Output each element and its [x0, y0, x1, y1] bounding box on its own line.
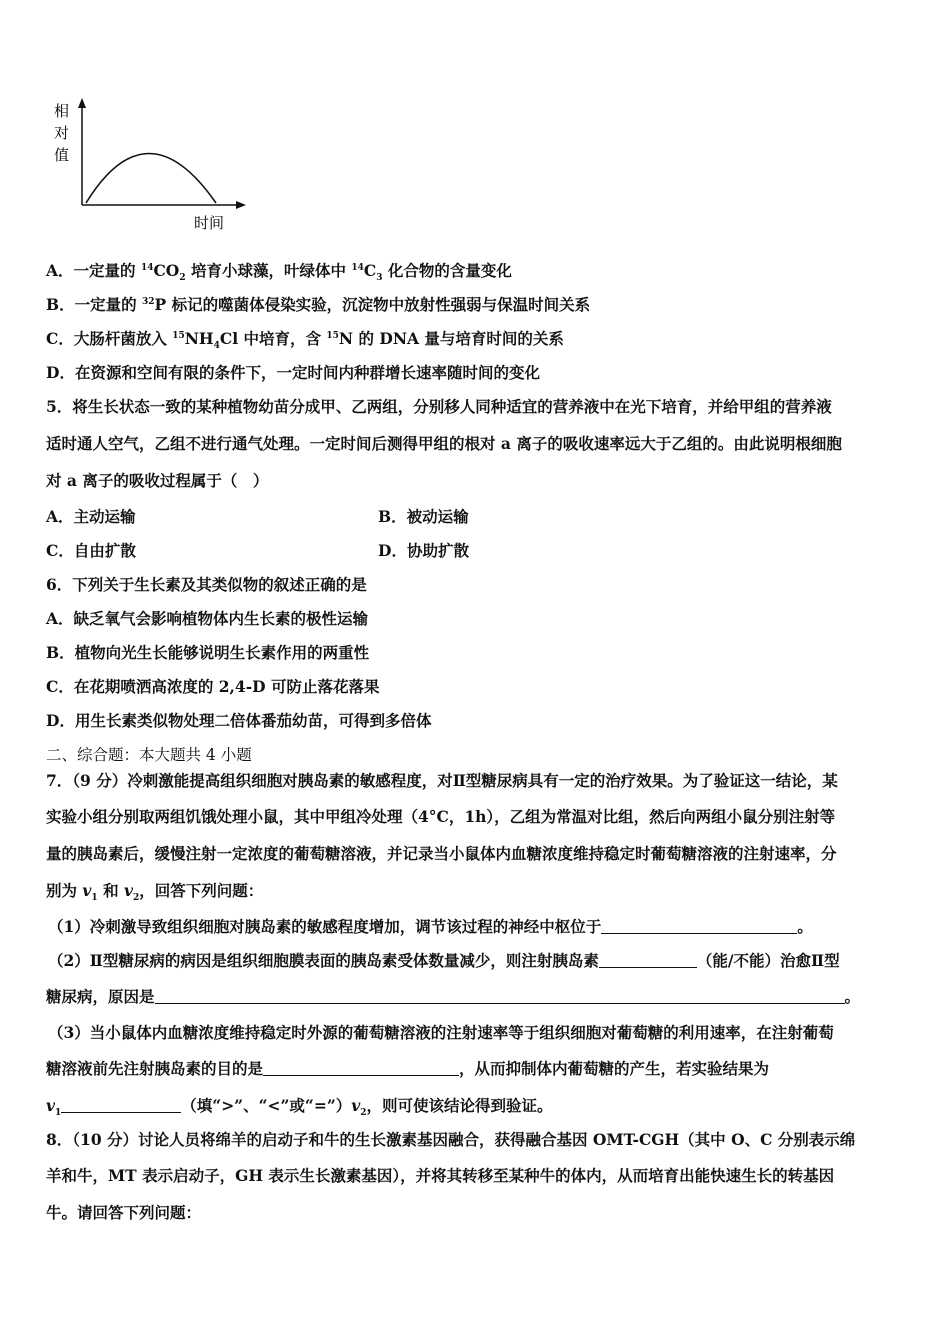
q8-stem-line-3: 牛。请回答下列问题： — [46, 1203, 202, 1222]
q6-option-d[interactable]: D．用生长素类似物处理二倍体番茄幼苗，可得到多倍体 — [46, 711, 432, 730]
x-axis-arrow — [236, 201, 246, 209]
x-label: 时间 — [194, 214, 225, 232]
q6-option-a[interactable]: A．缺乏氧气会影响植物体内生长素的极性运输 — [46, 609, 369, 628]
q5-option-b[interactable]: B．被动运输 — [378, 507, 469, 526]
q7-stem-line-2: 实验小组分别取两组饥饿处理小鼠，其中甲组冷处理（4°C，1h），乙组为常温对比组，然后向两组小鼠分别注射等 — [46, 807, 836, 826]
q7-part-2-line-2: 糖尿病，原因是 。 — [46, 987, 861, 1006]
q5-option-d[interactable]: D．协助扩散 — [378, 541, 469, 560]
q7-stem-line-3: 量的胰岛素后，缓慢注射一定浓度的葡萄糖溶液，并记录当小鼠体内血糖浓度维持稳定时葡萄糖溶液的注射速率，分 — [46, 844, 837, 863]
q5-option-c[interactable]: C．自由扩散 — [46, 541, 136, 560]
q7-part-3-line-2: 糖溶液前先注射胰岛素的目的是 ，从而抑制体内葡萄糖的产生，若实验结果为 — [46, 1059, 770, 1078]
y-axis-arrow — [78, 98, 86, 108]
y-label-3: 值 — [54, 146, 70, 164]
q4-option-d[interactable]: D．在资源和空间有限的条件下，一定时间内种群增长速率随时间的变化 — [46, 363, 540, 382]
q5-stem-line-1: 5．将生长状态一致的某种植物幼苗分成甲、乙两组，分别移人同种适宜的营养液中在光下培育，并给甲组的营养液 — [46, 397, 832, 416]
q6-option-c[interactable]: C．在花期喷洒高浓度的 2,4-D 可防止落花落果 — [46, 677, 380, 696]
answer-blank-4[interactable] — [263, 1061, 459, 1076]
answer-blank-5[interactable] — [61, 1098, 181, 1113]
curve-line — [86, 154, 216, 204]
relative-value-time-figure — [44, 92, 264, 242]
q4-option-b[interactable]: B．一定量的 $^{32}$P 标记的噬菌体侵染实验，沉淀物中放射性强弱与保温时间关系 — [46, 295, 591, 314]
q8-stem-line-2: 羊和牛，MT 表示启动子，GH 表示生长激素基因），并将其转移至某种牛的体内，从而培育出能快速生长的转基因 — [46, 1166, 835, 1185]
q4-option-c[interactable]: C．大肠杆菌放入 $^{15}NH_4Cl$ 中培育，含 $^{15}$N 的 DNA 量与培育时间的关系 — [46, 329, 564, 352]
answer-blank-3[interactable] — [155, 989, 845, 1004]
curve-graph — [44, 92, 264, 242]
q7-part-1: （1）冷刺激导致组织细胞对胰岛素的敏感程度增加，调节该过程的神经中枢位于 。 — [48, 917, 813, 936]
q8-stem-line-1: 8．（10 分）讨论人员将绵羊的启动子和牛的生长激素基因融合，获得融合基因 OMT-CGH（其中 O、C 分别表示绵 — [46, 1130, 856, 1149]
q4-option-a[interactable]: A．一定量的 $^{14}CO_2$ 培育小球藻，叶绿体中 $^{14}C_3$ 化合物的含量变化 — [46, 261, 512, 284]
q5-stem-line-2: 适时通人空气，乙组不进行通气处理。一定时间后测得甲组的根对 a 离子的吸收速率远大于乙组的。由此说明根细胞 — [46, 434, 842, 453]
section-2-heading: 二、综合题：本大题共 4 小题 — [46, 746, 252, 764]
answer-blank-2[interactable] — [599, 953, 697, 968]
q7-part-3-line-1: （3）当小鼠体内血糖浓度维持稳定时外源的葡萄糖溶液的注射速率等于组织细胞对葡萄糖的利用速率，在注射葡萄 — [48, 1023, 834, 1042]
q5-stem-line-3: 对 a 离子的吸收过程属于（ ） — [46, 471, 269, 490]
q7-part-3-line-3: $v_1$ （填“>”、“<”或“$=”)v_2$，则可使该结论得到验证。 — [46, 1096, 553, 1119]
q6-stem: 6．下列关于生长素及其类似物的叙述正确的是 — [46, 575, 367, 594]
q7-stem-line-1: 7．（9 分）冷刺激能提高组织细胞对胰岛素的敏感程度，对Ⅱ型糖尿病具有一定的治疗效果。为了验证这一结论，某 — [46, 771, 838, 790]
q6-option-b[interactable]: B．植物向光生长能够说明生长素作用的两重性 — [46, 643, 370, 662]
q7-stem-line-4: 别为 $v_1$ 和 $v_2$，回答下列问题： — [46, 881, 264, 904]
y-label-2: 对 — [54, 124, 70, 142]
answer-blank-1[interactable] — [601, 919, 797, 934]
q5-option-a[interactable]: A．主动运输 — [46, 507, 136, 526]
y-label-1: 相 — [54, 102, 70, 120]
q7-part-2-line-1: （2）Ⅱ型糖尿病的病因是组织细胞膜表面的胰岛素受体数量减少，则注射胰岛素 （能/不能）治愈Ⅱ型 — [48, 951, 840, 970]
